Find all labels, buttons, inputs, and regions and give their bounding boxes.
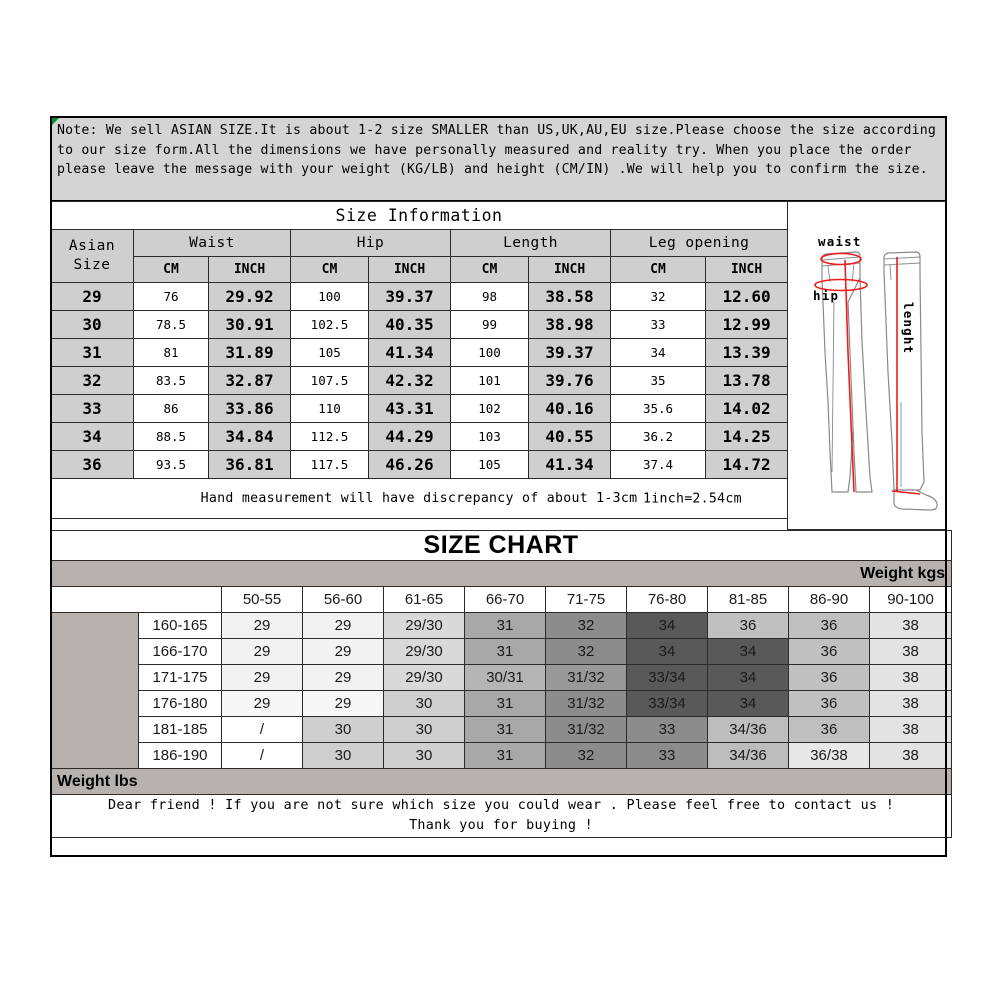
closing-line-2: Thank you for buying ! xyxy=(409,818,594,833)
header-unit-1-0: CM xyxy=(291,257,369,283)
cell-hip-inch: 44.29 xyxy=(369,423,451,451)
cell-height-range: 166-170 xyxy=(139,639,222,665)
cell-length-cm: 102 xyxy=(451,395,529,423)
cell-hip-inch: 46.26 xyxy=(369,451,451,479)
cell-length-cm: 99 xyxy=(451,311,529,339)
header-unit-3-0: CM xyxy=(611,257,706,283)
size-chart-row xyxy=(51,691,952,717)
cell-hip-inch: 43.31 xyxy=(369,395,451,423)
cell-asian-size: 31 xyxy=(51,339,134,367)
cell-length-cm: 103 xyxy=(451,423,529,451)
cell-hip-cm: 112.5 xyxy=(291,423,369,451)
cell-legopening-cm: 36.2 xyxy=(611,423,706,451)
cell-size-value: 34 xyxy=(708,691,789,717)
cell-size-value: 31 xyxy=(465,691,546,717)
weight-column-header-8: 90-100 xyxy=(870,587,952,613)
cell-size-value: 30 xyxy=(303,743,384,769)
cell-size-value: 29 xyxy=(222,613,303,639)
cell-legopening-cm: 37.4 xyxy=(611,451,706,479)
size-info-row xyxy=(51,451,788,479)
cell-size-value: 33 xyxy=(627,743,708,769)
cell-length-inch: 39.37 xyxy=(529,339,611,367)
size-chart-row xyxy=(51,665,952,691)
cell-legopening-inch: 13.78 xyxy=(706,367,788,395)
cell-size-value: 31 xyxy=(465,639,546,665)
weight-column-header-1: 56-60 xyxy=(303,587,384,613)
header-group-3: Leg opening xyxy=(611,230,788,257)
cell-size-value: 38 xyxy=(870,665,952,691)
cell-length-inch: 41.34 xyxy=(529,451,611,479)
cell-size-value: 29 xyxy=(222,665,303,691)
pants-measurement-diagram xyxy=(787,201,947,530)
cell-legopening-inch: 12.99 xyxy=(706,311,788,339)
cell-length-cm: 105 xyxy=(451,451,529,479)
cell-size-value: 31 xyxy=(465,743,546,769)
cell-waist-cm: 86 xyxy=(134,395,209,423)
cell-size-value: 36 xyxy=(789,613,870,639)
cell-size-value: 36 xyxy=(708,613,789,639)
closing-line-1: Dear friend ! If you are not sure which size you could wear . Please feel free to contact us ! xyxy=(108,798,895,813)
cell-size-value: 36 xyxy=(789,691,870,717)
cell-size-value: 29/30 xyxy=(384,639,465,665)
cell-size-value: 29 xyxy=(222,691,303,717)
diagram-length-label: lenght xyxy=(901,302,916,355)
size-info-row xyxy=(51,395,788,423)
closing-message xyxy=(51,795,952,838)
cell-size-value: 29/30 xyxy=(384,613,465,639)
cell-size-value: 31/32 xyxy=(546,691,627,717)
size-chart-row xyxy=(51,639,952,665)
cell-legopening-inch: 13.39 xyxy=(706,339,788,367)
size-info-row xyxy=(51,423,788,451)
size-info-row xyxy=(51,367,788,395)
note-box xyxy=(50,116,947,201)
cell-size-value: 38 xyxy=(870,639,952,665)
cell-legopening-inch: 14.02 xyxy=(706,395,788,423)
cell-waist-inch: 30.91 xyxy=(209,311,291,339)
header-unit-0-0: CM xyxy=(134,257,209,283)
header-unit-1-1: INCH xyxy=(369,257,451,283)
weight-column-header-7: 86-90 xyxy=(789,587,870,613)
cell-size-value: / xyxy=(222,743,303,769)
size-chart-corner xyxy=(51,587,222,613)
cell-size-value: 31/32 xyxy=(546,717,627,743)
cell-asian-size: 29 xyxy=(51,283,134,311)
cell-length-cm: 100 xyxy=(451,339,529,367)
cell-size-value: 31 xyxy=(465,613,546,639)
size-chart-row xyxy=(51,717,952,743)
cell-size-value: 29 xyxy=(303,613,384,639)
note-text: Note: We sell ASIAN SIZE.It is about 1-2 size SMALLER than US,UK,AU,EU size.Please choose the size according to our size form.All the dimensions we have personally measured and reality try. When you place the order please leave the message with your weight (KG/LB) and height (CM/IN) .We will help you to confirm the size. xyxy=(57,123,937,177)
cell-size-value: 38 xyxy=(870,717,952,743)
size-information-table xyxy=(50,201,787,519)
cell-length-inch: 38.98 xyxy=(529,311,611,339)
size-info-row xyxy=(51,339,788,367)
cell-size-value: 38 xyxy=(870,743,952,769)
weight-column-header-2: 61-65 xyxy=(384,587,465,613)
cell-size-value: 36/38 xyxy=(789,743,870,769)
cell-size-value: 29 xyxy=(303,639,384,665)
cell-size-value: 34 xyxy=(708,639,789,665)
cell-height-range: 181-185 xyxy=(139,717,222,743)
cell-length-cm: 101 xyxy=(451,367,529,395)
weight-column-header-3: 66-70 xyxy=(465,587,546,613)
header-asian-size: Asian Size xyxy=(51,230,134,283)
size-info-row xyxy=(51,311,788,339)
cell-size-value: 29 xyxy=(303,691,384,717)
cell-legopening-cm: 34 xyxy=(611,339,706,367)
cell-size-value: 31/32 xyxy=(546,665,627,691)
cell-size-value: 31 xyxy=(465,717,546,743)
cell-size-value: 34 xyxy=(627,613,708,639)
cell-height-range: 176-180 xyxy=(139,691,222,717)
cell-hip-cm: 102.5 xyxy=(291,311,369,339)
weight-column-header-6: 81-85 xyxy=(708,587,789,613)
cell-size-value: 33/34 xyxy=(627,665,708,691)
diagram-waist-label: waist xyxy=(818,234,862,249)
height-group-spacer xyxy=(51,613,139,769)
weight-column-header-4: 71-75 xyxy=(546,587,627,613)
cell-size-value: 36 xyxy=(789,717,870,743)
green-corner-marker xyxy=(51,117,60,126)
cell-asian-size: 34 xyxy=(51,423,134,451)
cell-size-value: 34/36 xyxy=(708,743,789,769)
cell-asian-size: 32 xyxy=(51,367,134,395)
header-unit-2-1: INCH xyxy=(529,257,611,283)
cell-size-value: 30/31 xyxy=(465,665,546,691)
cell-legopening-inch: 14.25 xyxy=(706,423,788,451)
header-group-0: Waist xyxy=(134,230,291,257)
size-chart-row xyxy=(51,743,952,769)
cell-length-cm: 98 xyxy=(451,283,529,311)
cell-length-inch: 39.76 xyxy=(529,367,611,395)
cell-size-value: / xyxy=(222,717,303,743)
cell-size-value: 29 xyxy=(303,665,384,691)
size-chart-title: SIZE CHART xyxy=(51,531,952,561)
cell-legopening-cm: 32 xyxy=(611,283,706,311)
cell-size-value: 29 xyxy=(222,639,303,665)
cell-waist-inch: 34.84 xyxy=(209,423,291,451)
cell-size-value: 30 xyxy=(384,691,465,717)
cell-size-value: 30 xyxy=(384,743,465,769)
cell-waist-cm: 76 xyxy=(134,283,209,311)
cell-asian-size: 36 xyxy=(51,451,134,479)
cell-waist-inch: 33.86 xyxy=(209,395,291,423)
cell-hip-cm: 110 xyxy=(291,395,369,423)
footer-inch-conversion: 1inch=2.54cm xyxy=(643,491,742,506)
cell-size-value: 33/34 xyxy=(627,691,708,717)
cell-size-value: 34 xyxy=(627,639,708,665)
cell-legopening-cm: 35 xyxy=(611,367,706,395)
weight-lbs-band: Weight lbs xyxy=(51,769,952,795)
cell-length-inch: 40.16 xyxy=(529,395,611,423)
cell-size-value: 36 xyxy=(789,665,870,691)
weight-column-header-0: 50-55 xyxy=(222,587,303,613)
cell-waist-cm: 93.5 xyxy=(134,451,209,479)
cell-height-range: 186-190 xyxy=(139,743,222,769)
footer-discrepancy-note: Hand measurement will have discrepancy of about 1-3cm xyxy=(200,491,638,506)
cell-hip-cm: 100 xyxy=(291,283,369,311)
size-info-row xyxy=(51,283,788,311)
cell-size-value: 34 xyxy=(708,665,789,691)
weight-kgs-band: Weight kgs xyxy=(51,561,952,587)
cell-height-range: 171-175 xyxy=(139,665,222,691)
cell-size-value: 29/30 xyxy=(384,665,465,691)
cell-size-value: 33 xyxy=(627,717,708,743)
size-chart-table xyxy=(50,530,947,838)
cell-size-value: 30 xyxy=(303,717,384,743)
cell-size-value: 38 xyxy=(870,691,952,717)
cell-hip-inch: 39.37 xyxy=(369,283,451,311)
cell-size-value: 32 xyxy=(546,743,627,769)
cell-length-inch: 38.58 xyxy=(529,283,611,311)
size-chart-row xyxy=(51,613,952,639)
cell-hip-inch: 41.34 xyxy=(369,339,451,367)
cell-waist-inch: 32.87 xyxy=(209,367,291,395)
cell-size-value: 38 xyxy=(870,613,952,639)
header-group-1: Hip xyxy=(291,230,451,257)
cell-legopening-inch: 14.72 xyxy=(706,451,788,479)
cell-hip-cm: 117.5 xyxy=(291,451,369,479)
cell-size-value: 36 xyxy=(789,639,870,665)
cell-size-value: 30 xyxy=(384,717,465,743)
weight-column-header-5: 76-80 xyxy=(627,587,708,613)
cell-waist-inch: 36.81 xyxy=(209,451,291,479)
cell-legopening-cm: 33 xyxy=(611,311,706,339)
size-info-title: Size Information xyxy=(51,202,788,230)
cell-waist-cm: 81 xyxy=(134,339,209,367)
cell-hip-cm: 105 xyxy=(291,339,369,367)
cell-asian-size: 30 xyxy=(51,311,134,339)
cell-asian-size: 33 xyxy=(51,395,134,423)
cell-legopening-cm: 35.6 xyxy=(611,395,706,423)
cell-legopening-inch: 12.60 xyxy=(706,283,788,311)
cell-hip-cm: 107.5 xyxy=(291,367,369,395)
header-unit-2-0: CM xyxy=(451,257,529,283)
cell-hip-inch: 42.32 xyxy=(369,367,451,395)
header-unit-0-1: INCH xyxy=(209,257,291,283)
cell-size-value: 34/36 xyxy=(708,717,789,743)
cell-height-range: 160-165 xyxy=(139,613,222,639)
cell-length-inch: 40.55 xyxy=(529,423,611,451)
cell-waist-cm: 83.5 xyxy=(134,367,209,395)
cell-waist-cm: 88.5 xyxy=(134,423,209,451)
diagram-hip-label: hip xyxy=(813,288,840,303)
header-unit-3-1: INCH xyxy=(706,257,788,283)
cell-size-value: 32 xyxy=(546,639,627,665)
header-group-2: Length xyxy=(451,230,611,257)
size-info-footer xyxy=(51,479,788,519)
cell-waist-inch: 31.89 xyxy=(209,339,291,367)
cell-hip-inch: 40.35 xyxy=(369,311,451,339)
cell-waist-cm: 78.5 xyxy=(134,311,209,339)
cell-waist-inch: 29.92 xyxy=(209,283,291,311)
cell-size-value: 32 xyxy=(546,613,627,639)
